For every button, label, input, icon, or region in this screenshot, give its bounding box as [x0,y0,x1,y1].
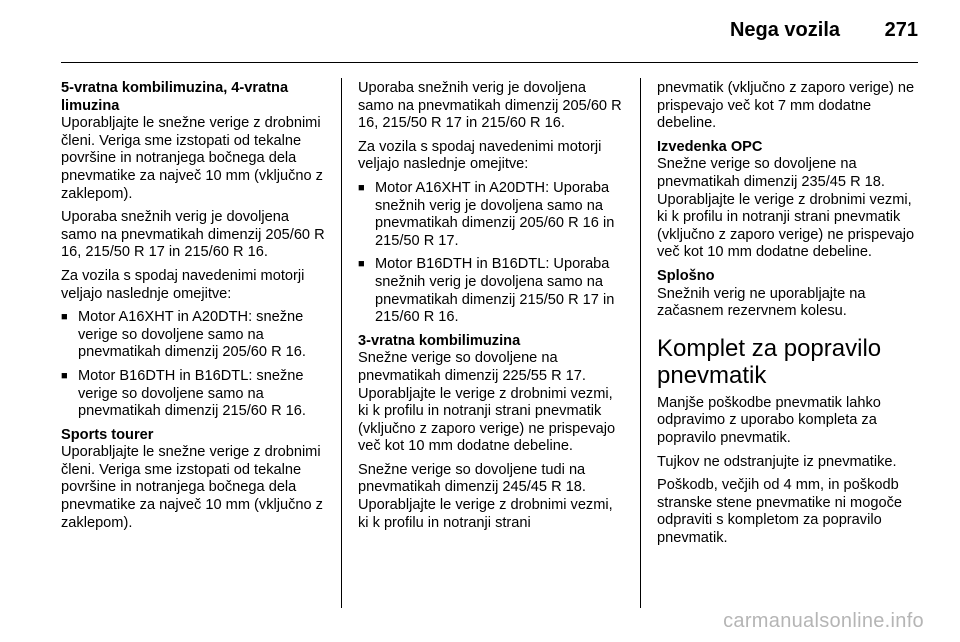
page-header [0,0,960,62]
column-divider-1 [341,78,342,608]
heading-opc: Izvedenka OPC [657,138,763,155]
section-title-komplet: Komplet za popravilo pnevmatik [657,334,882,389]
paragraph: Tujkov ne odstranjujte iz pnevmatike. [657,453,897,470]
heading-sports-tourer: Sports tourer [61,426,154,443]
engine-restrictions-list [358,180,623,327]
paragraph: Snežne verige so dovoljene tudi na pnevmatikah dimenzij 245/45 R 18. Uporabljajte le verige z drobnimi vezmi, ki k profilu in notranji strani [358,461,613,531]
paragraph: Uporabljajte le snežne verige z drobnimi členi. Veriga sme izstopati od tekalne površine in notranjega bočnega dela pnevmatike za največ 10 mm (vključno z zaklepom). [61,444,323,531]
heading-splosno: Splošno [657,267,715,284]
list-item: ■ Motor B16DTH in B16DTL: Uporaba snežnih verig je dovoljena samo na pnevmatikah dimenzij 215/50 R 17 in 215/60 R 16. [358,256,623,326]
heading-3-vratna: 3-vratna kombilimuzina [358,332,521,349]
paragraph: pnevmatik (vključno z zaporo verige) ne prispevajo več kot 7 mm dodatne debeline. [657,80,915,132]
heading-limuzina: 5-vratna kombilimuzina, 4-vratna limuzina [61,80,289,114]
column-1 [61,80,326,538]
header-title: Nega vozila [729,19,840,41]
header-rule [61,62,918,63]
watermark: carmanualsonline.info [723,610,924,632]
paragraph: Snežne verige so dovoljene na pnevmatikah dimenzij 235/45 R 18. Uporabljajte le verige z drobnimi vezmi, ki k profilu in notranji strani pnevmatik (vključno z zaporo verige) ne prispevajo več kot 10 mm dodatne debeline. [657,156,915,261]
column-3 [657,80,925,553]
paragraph: Manjše poškodbe pnevmatik lahko odpravimo z uporabo kompleta za popravilo pnevmatik. [657,394,881,446]
paragraph: Uporaba snežnih verig je dovoljena samo na pnevmatikah dimenzij 205/60 R 16, 215/50 R 17 in 215/60 R 16. [358,80,622,132]
list-item: ■ Motor A16XHT in A20DTH: snežne verige so dovoljene samo na pnevmatikah dimenzij 205/60 R 16. [61,309,326,362]
paragraph: Snežne verige so dovoljene na pnevmatikah dimenzij 225/55 R 17. Uporabljajte le verige z drobnimi vezmi, ki k profilu in notranji strani pnevmatik (vključno z zaporo verige) ne prispevajo več kot 10 mm dodatne debeline. [358,350,616,455]
column-2 [358,80,623,538]
paragraph: Za vozila s spodaj navedenimi motorji veljajo naslednje omejitve: [61,267,305,302]
page-number: 271 [884,19,918,41]
list-item: ■ Motor A16XHT in A20DTH: Uporaba snežnih verig je dovoljena samo na pnevmatikah dimenzij 205/60 R 16 in 215/50 R 17. [358,180,623,250]
paragraph: Za vozila s spodaj navedenimi motorji veljajo naslednje omejitve: [358,138,602,173]
list-item: ■ Motor B16DTH in B16DTL: snežne verige so dovoljene samo na pnevmatikah dimenzij 215/60 R 16. [61,368,326,421]
paragraph: Poškodb, večjih od 4 mm, in poškodb stranske stene pnevmatike ni mogoče odpraviti s kompletom za popravilo pnevmatik. [657,477,902,546]
paragraph: Snežnih verig ne uporabljajte na začasnem rezervnem kolesu. [657,285,866,320]
paragraph: Uporaba snežnih verig je dovoljena samo na pnevmatikah dimenzij 205/60 R 16, 215/50 R 17 in 215/60 R 16. [61,209,325,261]
column-divider-2 [640,78,641,608]
paragraph: Uporabljajte le snežne verige z drobnimi členi. Veriga sme izstopati od tekalne površine in notranjega bočnega dela pnevmatike za največ 10 mm (vključno z zaklepom). [61,115,323,202]
engine-restrictions-list [61,309,326,421]
